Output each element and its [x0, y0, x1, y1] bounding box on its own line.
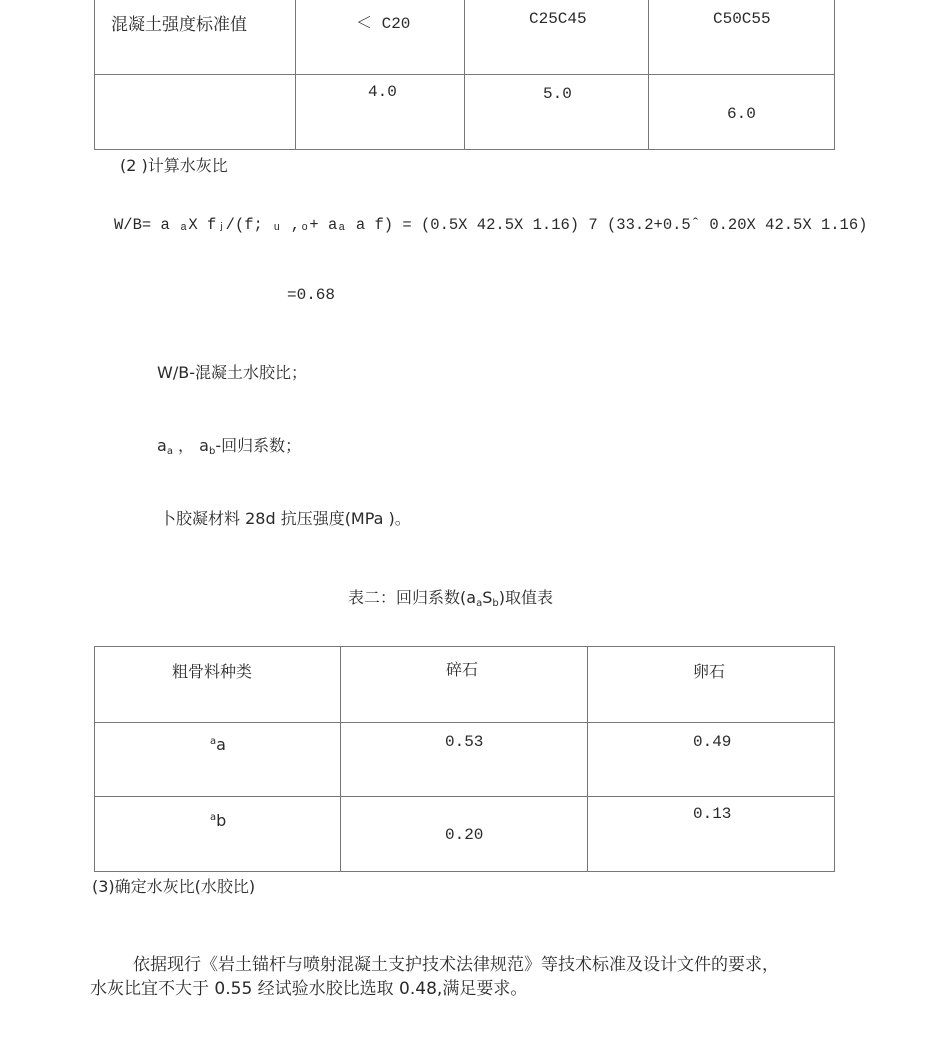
- caption-sub-b: b: [492, 598, 499, 609]
- table1-value-c25c45: 5.0: [465, 75, 649, 150]
- table1-header-c50c55: C50C55: [649, 0, 835, 75]
- table2-row-alpha-a-crushed: 0.53: [341, 723, 588, 797]
- formula-result: =0.68: [287, 286, 336, 304]
- caption-post: )取值表: [498, 588, 553, 607]
- table2-row-alpha-b-label: $^a$b: [95, 797, 341, 872]
- coef-b-symbol: a: [199, 436, 209, 455]
- table2-caption: [348, 585, 553, 608]
- table2-row-alpha-b-pebble: 0.13: [588, 797, 835, 872]
- table1-value-c50c55: 6.0: [649, 75, 835, 150]
- table2-row-alpha-a-label: $^a$a: [95, 723, 341, 797]
- step2-heading: (2 )计算水灰比: [120, 156, 228, 175]
- caption-pre: 表二：回归系数(a: [348, 588, 477, 607]
- table1-row-label: [95, 75, 296, 150]
- coef-a-subscript: a: [166, 446, 173, 457]
- table2-row-alpha-a-pebble: 0.49: [588, 723, 835, 797]
- regression-coefficient-table: [94, 646, 835, 872]
- paragraph-line-1: 依据现行《岩土锚杆与喷射混凝土支护技术法律规范》等技术标准及设计文件的要求，: [133, 955, 779, 975]
- definition-coefficients: [157, 433, 301, 456]
- coef-b-subscript: b: [208, 446, 216, 457]
- strength-standard-table: [94, 0, 835, 150]
- step3-heading: (3)确定水灰比(水胶比): [92, 877, 256, 896]
- caption-mid: S: [482, 588, 493, 607]
- caption-sub-a: a: [476, 598, 483, 609]
- definition-strength: 卜胶凝材料 28d 抗压强度(MPa )。: [160, 509, 411, 528]
- water-binder-formula: W/B= a ₐX fⱼ/(f; ᵤ ,ₒ+ aₐ a f) = (0.5X 42.5X 1.16) 7 (33.2+0.5ˆ 0.20X 42.5X 1.16): [114, 216, 868, 234]
- table2-row-alpha-b-crushed: 0.20: [341, 797, 588, 872]
- table1-header-c20: ＜ C20: [296, 0, 465, 75]
- paragraph-line-2: 水灰比宜不大于 0.55 经试验水胶比选取 0.48,满足要求。: [90, 979, 528, 999]
- table2-header-pebble: 卵石: [588, 647, 835, 723]
- coef-separator: ，: [172, 436, 200, 455]
- definition-wb: W/B-混凝土水胶比；: [157, 363, 307, 382]
- table2-header-crushed-stone: 碎石: [341, 647, 588, 723]
- table1-value-c20: 4.0: [296, 75, 465, 150]
- table2-header-aggregate-type: 粗骨料种类: [95, 647, 341, 723]
- coef-a-symbol: a: [157, 436, 167, 455]
- coef-description: -回归系数；: [215, 436, 302, 455]
- table1-header-label: 混凝土强度标准值: [95, 0, 296, 75]
- table1-header-c25c45: C25C45: [465, 0, 649, 75]
